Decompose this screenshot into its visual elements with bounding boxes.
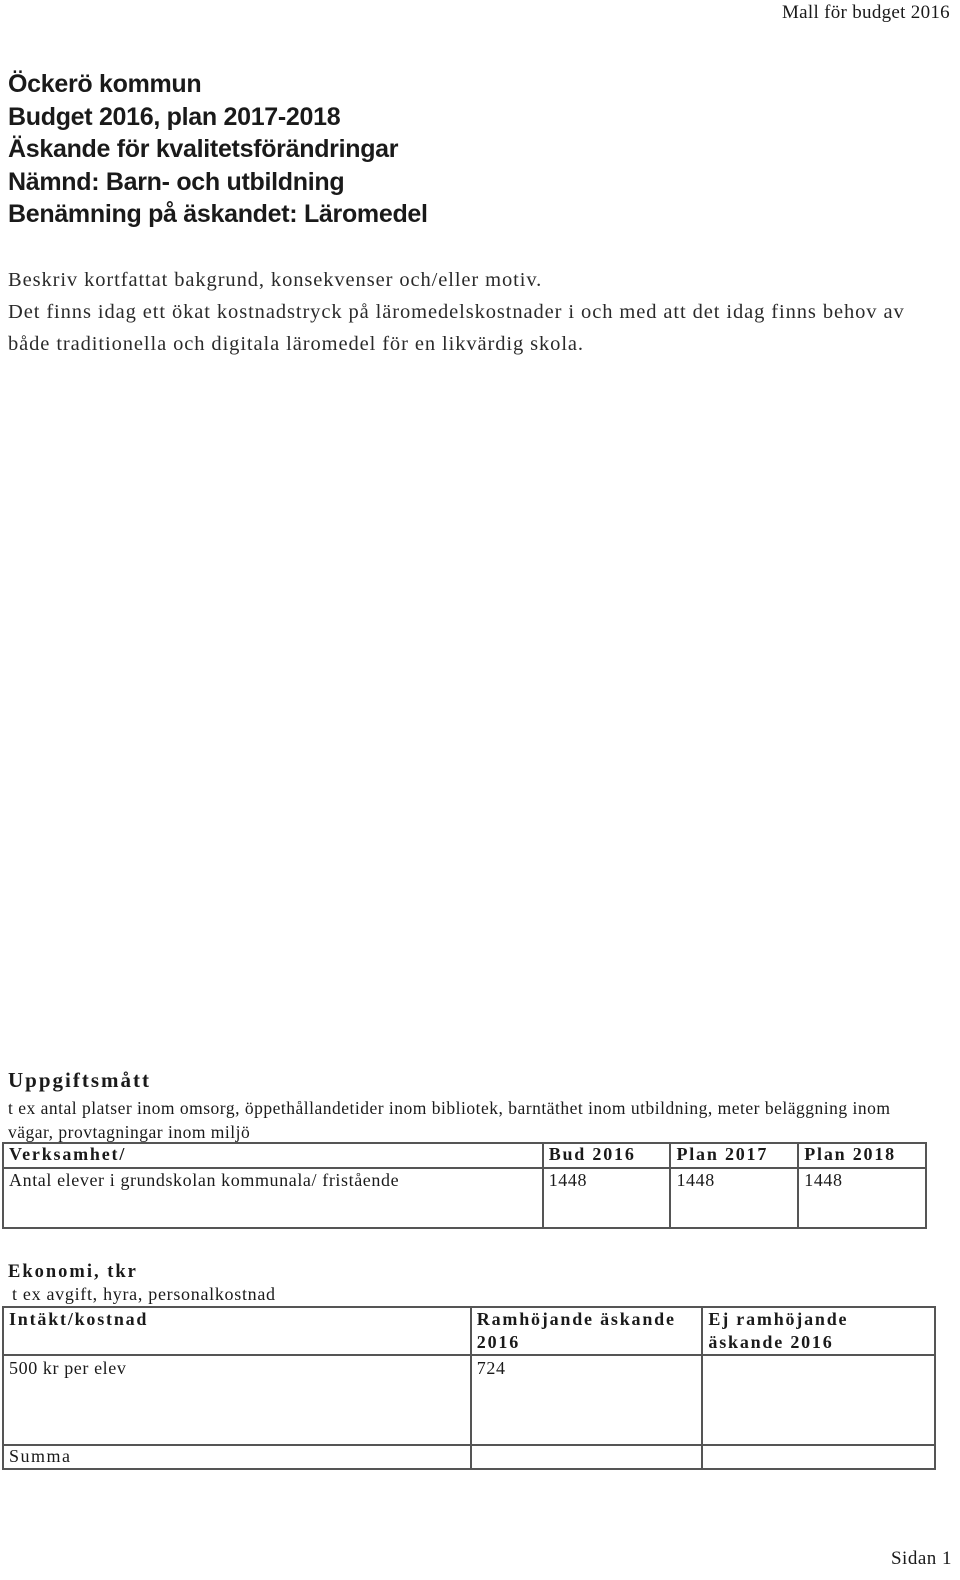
description-text: Det finns idag ett ökat kostnadstryck på läromedelskostnader i och med att det idag finns behov av både traditionella och digitala läromedel för en likvärdig skola.	[8, 301, 905, 355]
budget-period-title: Budget 2016, plan 2017-2018	[8, 102, 341, 131]
table-cell: 1448	[543, 1168, 671, 1228]
ekonomi-heading: Ekonomi, tkr	[8, 1262, 138, 1282]
table-cell: 1448	[670, 1168, 798, 1228]
sum-label: Summa	[3, 1445, 471, 1469]
column-header: Ramhöjande äskande 2016	[471, 1307, 703, 1355]
page-number: Sidan 1	[890, 1548, 952, 1569]
column-header: Bud 2016	[543, 1143, 671, 1168]
table-header-row	[3, 1143, 926, 1168]
table-cell: 500 kr per elev	[3, 1355, 471, 1445]
sum-cell	[471, 1445, 703, 1469]
uppgiftsmatt-hint: t ex antal platser inom omsorg, öppethållandetider inom bibliotek, barntäthet inom utbildning, meter beläggning inom vägar, provtagningar inom miljö	[8, 1098, 891, 1142]
document-title	[8, 68, 428, 231]
column-header: Intäkt/kostnad	[3, 1307, 471, 1355]
request-name-title: Benämning på äskandet: Läromedel	[8, 200, 428, 228]
ekonomi-hint: t ex avgift, hyra, personalkostnad	[12, 1284, 276, 1304]
description-prompt: Beskriv kortfattat bakgrund, konsekvenser och/eller motiv.	[8, 269, 543, 291]
table-cell: 724	[471, 1355, 703, 1445]
table-cell	[702, 1355, 935, 1445]
municipality-title: Öckerö kommun	[8, 70, 202, 98]
column-header: Plan 2017	[670, 1143, 798, 1168]
ekonomi-table	[2, 1306, 936, 1470]
table-cell: Antal elever i grundskolan kommunala/ fristående	[3, 1168, 543, 1228]
table-row	[3, 1168, 926, 1228]
description-section	[8, 264, 948, 360]
table-row	[3, 1355, 935, 1445]
uppgiftsmatt-heading: Uppgiftsmått	[8, 1068, 151, 1092]
table-header-row	[3, 1307, 935, 1355]
uppgiftsmatt-table	[2, 1142, 927, 1229]
request-type-title: Äskande för kvalitetsförändringar	[8, 135, 399, 163]
column-header: Plan 2018	[798, 1143, 926, 1168]
column-header: Ej ramhöjande äskande 2016	[702, 1307, 935, 1355]
template-label: Mall för budget 2016	[781, 2, 950, 23]
committee-title: Nämnd: Barn- och utbildning	[8, 167, 345, 196]
sum-cell	[702, 1445, 935, 1469]
column-header: Verksamhet/	[3, 1143, 543, 1168]
sum-row	[3, 1445, 935, 1469]
table-cell: 1448	[798, 1168, 926, 1228]
